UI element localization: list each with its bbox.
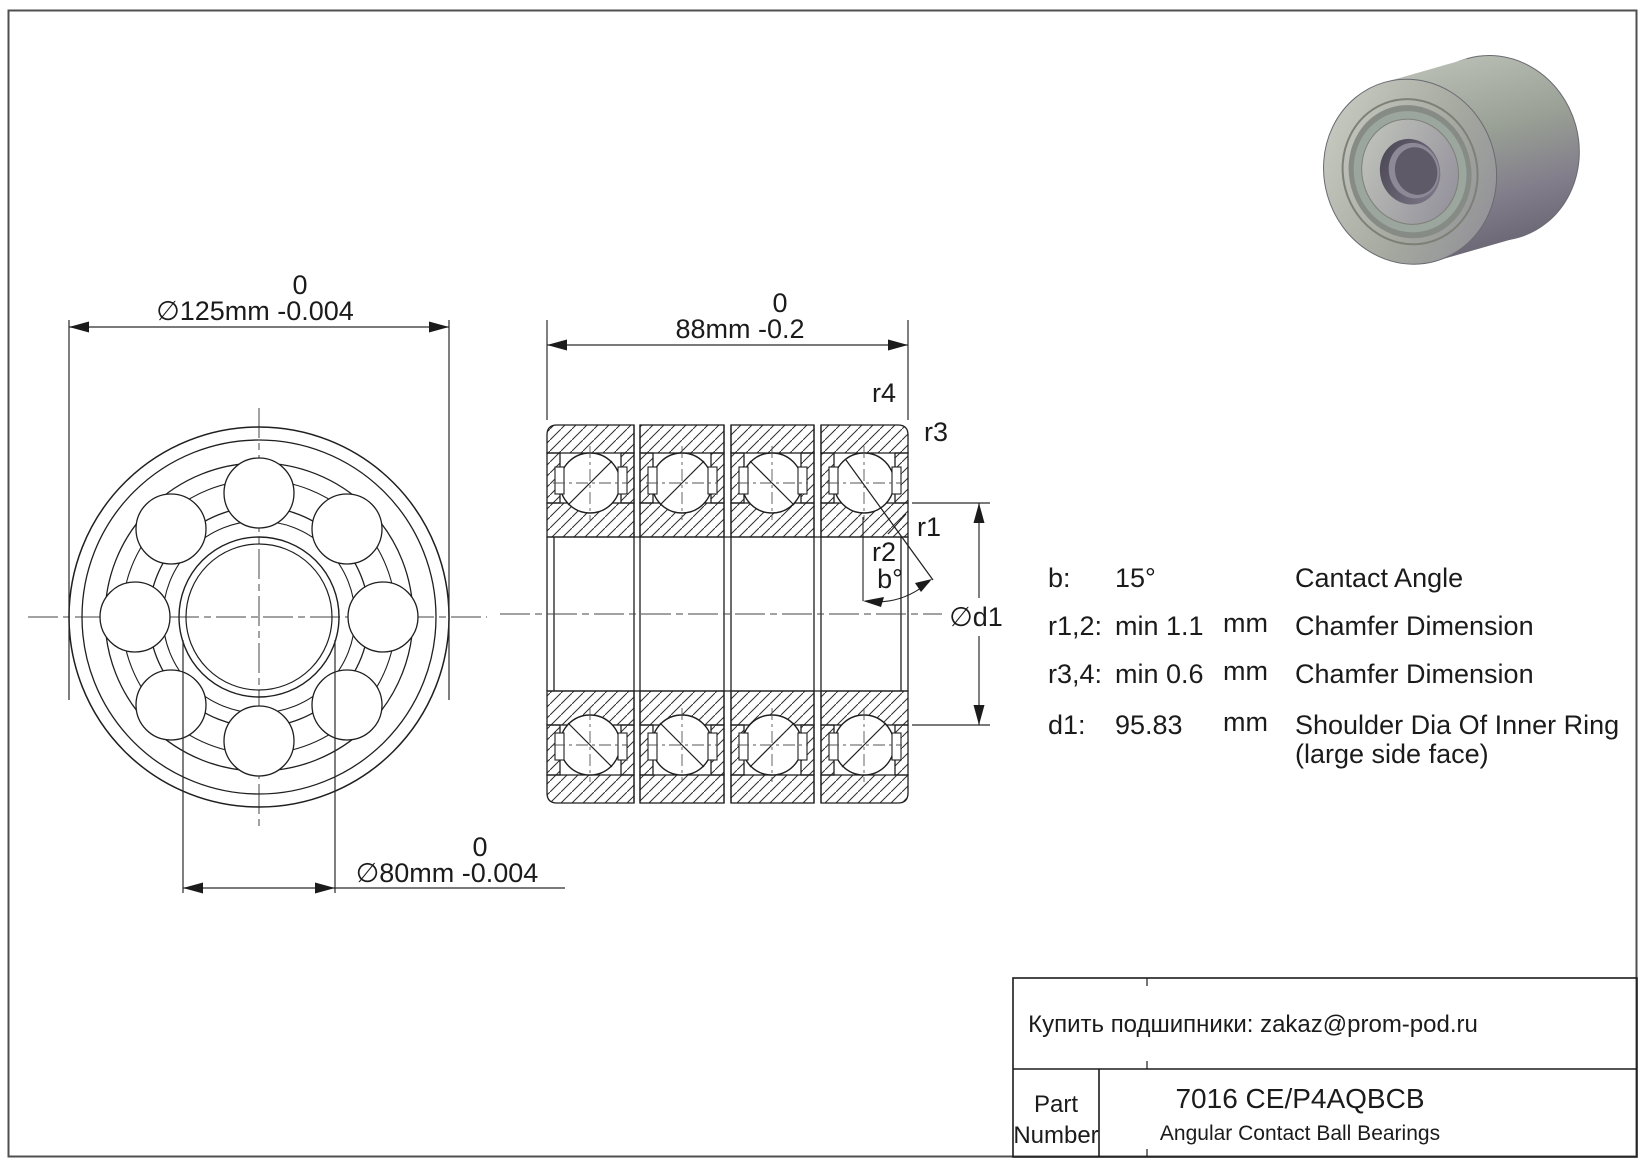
arrowhead-down — [974, 705, 985, 725]
arrowhead-right — [888, 340, 908, 351]
arrowhead-right — [315, 883, 335, 894]
spec-desc: Chamfer Dimension — [1295, 611, 1534, 641]
spec-value: min 0.6 — [1115, 659, 1204, 689]
spec-desc: Chamfer Dimension — [1295, 659, 1534, 689]
section-view — [500, 425, 942, 803]
callout-r3: r3 — [923, 417, 949, 447]
width-dim-tolerance: 0 — [772, 288, 788, 318]
spec-label: b: — [1048, 563, 1071, 593]
callout-r4: r4 — [871, 378, 897, 408]
outer-dim-label: ∅125mm -0.004 — [156, 296, 354, 326]
spec-value: min 1.1 — [1115, 611, 1204, 641]
spec-label: r1,2: — [1048, 611, 1103, 641]
spec-value: 95.83 — [1115, 710, 1183, 740]
spec-desc: Cantact Angle — [1295, 563, 1464, 593]
callout-r2: r2 — [871, 537, 897, 567]
spec-label: r3,4: — [1048, 659, 1103, 689]
arrowhead-left — [547, 340, 567, 351]
spec-unit: mm — [1223, 656, 1268, 686]
bearing-3d-render — [1302, 35, 1601, 285]
arrowhead-left — [183, 883, 203, 894]
spec-unit: mm — [1223, 707, 1268, 737]
spec-label: d1: — [1048, 710, 1086, 740]
arrowhead-up — [974, 503, 985, 523]
spec-unit: mm — [1223, 608, 1268, 638]
spec-value: 15° — [1115, 563, 1156, 593]
outer-dim-tolerance: 0 — [292, 270, 308, 300]
width-dim-label: 88mm -0.2 — [675, 314, 805, 344]
part-number: 7016 CE/P4AQBCB — [1175, 1083, 1425, 1114]
arrowhead-left — [69, 322, 89, 333]
front-view — [28, 408, 487, 827]
spec-desc-line2: (large side face) — [1295, 739, 1489, 769]
part-label-line2: Number — [1013, 1122, 1099, 1149]
part-category: Angular Contact Ball Bearings — [1159, 1122, 1441, 1145]
callout-r1: r1 — [916, 512, 942, 542]
spec-desc: Shoulder Dia Of Inner Ring — [1295, 710, 1620, 740]
bore-dim-label: ∅80mm -0.004 — [355, 858, 539, 888]
callout-d1: ∅d1 — [949, 602, 1003, 632]
spec-list — [1048, 563, 1619, 769]
bore-dim-tolerance: 0 — [472, 832, 488, 862]
arc-arrow-left — [863, 597, 884, 607]
contact-email: Купить подшипники: zakaz@prom-pod.ru — [1028, 1011, 1478, 1038]
arrowhead-right — [429, 322, 449, 333]
part-label-line1: Part — [1033, 1091, 1079, 1118]
callout-angle: b° — [877, 564, 903, 594]
